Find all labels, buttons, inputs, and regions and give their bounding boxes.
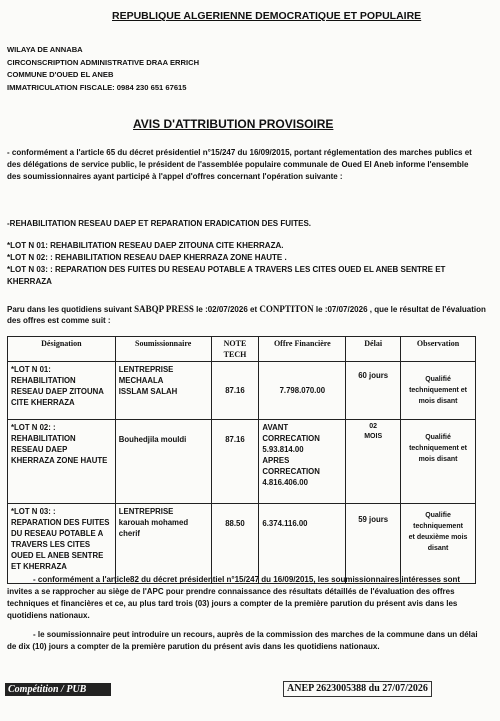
cell-note: [211, 504, 259, 584]
closing-paragraph-2: - le soumissionnaire peut introduire un recours, auprès de la commission des marches de la commune dans un délai de dix (10) jours a compter de la première parution du présent avis dans les quotidiens nationaux.: [7, 630, 478, 651]
cell-note: 87.16: [211, 362, 259, 420]
cell-note: [211, 420, 259, 504]
newspaper-1: SABQP PRESS: [134, 304, 194, 314]
cell-line: ET KHERRAZA: [11, 562, 67, 571]
operation-line: -REHABILITATION RESEAU DAEP ET REPARATION ERADICATION DES FUITES.: [7, 219, 312, 228]
cell-delai: [346, 362, 401, 420]
cell-line: RESEAU DAEP ZITOUNA: [11, 387, 104, 396]
cell-line: *LOT N 02: :: [11, 423, 56, 432]
administration-block: [7, 44, 199, 94]
cell-line: cherif: [118, 529, 140, 538]
cell-line: 6.374.116.00: [262, 519, 308, 528]
col-header-offre: Offre Financière: [259, 337, 346, 362]
cell-offre: [259, 420, 346, 504]
cell-line: REHABILITATION: [11, 434, 76, 443]
republic-header: REPUBLIQUE ALGERIENNE DEMOCRATIQUE ET POPULAIRE: [112, 10, 422, 22]
cell-soumissionnaire: [115, 362, 211, 420]
lot-item: *LOT N 01: REHABILITATION RESEAU DAEP ZITOUNA CITE KHERRAZA.: [7, 241, 284, 250]
cell-line: OUED EL ANEB SENTRE: [11, 551, 104, 560]
cell-line: Qualifié: [425, 434, 451, 441]
lot-item: *LOT N 02: : REHABILITATION RESEAU DAEP KHERRAZA ZONE HAUTE .: [7, 253, 287, 262]
closing-paragraph-1: - conformément a l'article82 du décret présidentiel n°15/247 du 16/09/2015, les soumissionnaires intéresses sont invites a se rapprocher au siège de l'APC pour prendre connaissance des résultats détaillés de l'évaluation des offres techniques et financières et ce, au plus tard trois (03) jours a compter de la première parution du présent avis dans les quotidiens nationaux.: [7, 575, 461, 620]
publisher-tag: Compétition / PUB: [5, 683, 111, 696]
cell-line: DU RESEAU POTABLE A: [11, 529, 104, 538]
cell-line: TRAVERS LES CITES: [11, 540, 91, 549]
cell-soumissionnaire: [115, 420, 211, 504]
notice-title: AVIS D'ATTRIBUTION PROVISOIRE: [133, 117, 334, 131]
newspaper-2: CONPTITON: [259, 304, 314, 314]
cell-line: LENTREPRISE: [118, 507, 174, 516]
col-header-note: NOTE TECH: [211, 337, 259, 362]
cell-line: 7.798.070.00: [279, 386, 326, 395]
table-row: [8, 420, 476, 504]
cell-soumissionnaire: [115, 504, 211, 584]
results-table: [7, 336, 476, 584]
cell-line: CITE KHERRAZA: [11, 398, 75, 407]
cell-line: REHABILITATION: [11, 376, 76, 385]
cell-line: techniquement: [413, 523, 463, 530]
wilaya-line: WILAYA DE ANNABA: [7, 45, 83, 54]
cell-line: AVANT: [262, 423, 289, 432]
cell-line: et deuxième mois: [408, 534, 468, 541]
cell-line: mois disant: [418, 456, 458, 463]
anep-reference: ANEP 2623005388 du 27/07/2026: [283, 681, 432, 697]
cell-observation: [401, 362, 476, 420]
col-header-delai: Délai: [346, 337, 401, 362]
intro-paragraph: - conformément a l'article 65 du décret présidentiel n°15/247 du 16/09/2015, portant réglementation des marches publics et des délégations de service public, le président de l'assemblée populaire communale de Oued El Aneb informe l'ensemble des soumissionnaires ayant participé à l'appel d'offres concernant l'opération suivante :: [7, 148, 472, 181]
cell-line: REPARATION DES FUITES: [11, 518, 110, 527]
cell-delai: [346, 504, 401, 584]
cell-delai: [346, 420, 401, 504]
circonscription-line: CIRCONSCRIPTION ADMINISTRATIVE DRAA ERRICH: [7, 57, 200, 67]
cell-line: 4.816.406.00: [262, 478, 308, 487]
table-row: [8, 504, 476, 584]
cell-line: MECHAALA: [118, 376, 164, 385]
cell-line: APRES: [262, 456, 290, 465]
cell-line: ISSLAM SALAH: [118, 387, 178, 396]
cell-line: techniquement et: [409, 387, 468, 394]
cell-line: techniquement et: [409, 445, 468, 452]
cell-line: 59 jours: [358, 515, 389, 524]
cell-observation: [401, 504, 476, 584]
cell-line: Bouhedjila mouldi: [118, 435, 187, 444]
cell-line: karouah mohamed: [118, 518, 189, 527]
cell-offre: [259, 504, 346, 584]
cell-offre: [259, 362, 346, 420]
lots-list: [7, 240, 477, 288]
publication-prefix: Paru dans les quotidiens suivant: [7, 305, 132, 314]
cell-line: *LOT N 03: :: [11, 507, 56, 516]
table-row: [8, 362, 476, 420]
cell-line: KHERRAZA ZONE HAUTE: [11, 456, 108, 465]
cell-designation: [8, 504, 116, 584]
cell-line: mois disant: [418, 398, 458, 405]
col-header-observation: Observation: [401, 337, 476, 362]
publication-date-1: le :02/07/2026 et: [196, 305, 258, 314]
table-header-row: [8, 337, 476, 362]
cell-line: CORRECATION: [262, 467, 320, 476]
cell-line: 87.16: [225, 435, 245, 444]
cell-line: disant: [427, 545, 449, 552]
cell-line: 60 jours: [358, 371, 389, 380]
cell-line: Qualifié: [425, 376, 451, 383]
cell-line: MOIS: [364, 433, 383, 440]
col-header-designation: Désignation: [8, 337, 116, 362]
cell-line: 5.93.814.00: [262, 445, 304, 454]
cell-line: 02: [369, 423, 378, 430]
cell-observation: [401, 420, 476, 504]
lot-item: *LOT N 03: : REPARATION DES FUITES DU RESEAU POTABLE A TRAVERS LES CITES OUED EL ANEB SENTRE ET KHERRAZA: [7, 265, 446, 286]
immatriculation-line: IMMATRICULATION FISCALE: 0984 230 651 67615: [7, 82, 187, 92]
cell-line: *LOT N 01:: [11, 365, 51, 374]
cell-line: LENTREPRISE: [118, 365, 174, 374]
cell-line: RESEAU DAEP: [11, 445, 68, 454]
commune-line: COMMUNE D'OUED EL ANEB: [7, 70, 114, 80]
publication-date-2: le :07/07/2026 , que le résultat de l'évaluation des offres est comme suit :: [7, 305, 486, 325]
cell-line: Qualifie: [425, 512, 451, 519]
col-header-soumissionnaire: Soumissionnaire: [115, 337, 211, 362]
cell-designation: [8, 362, 116, 420]
cell-designation: [8, 420, 116, 504]
cell-line: CORRECATION: [262, 434, 320, 443]
publication-line: [7, 304, 487, 326]
cell-line: 88.50: [225, 519, 245, 528]
